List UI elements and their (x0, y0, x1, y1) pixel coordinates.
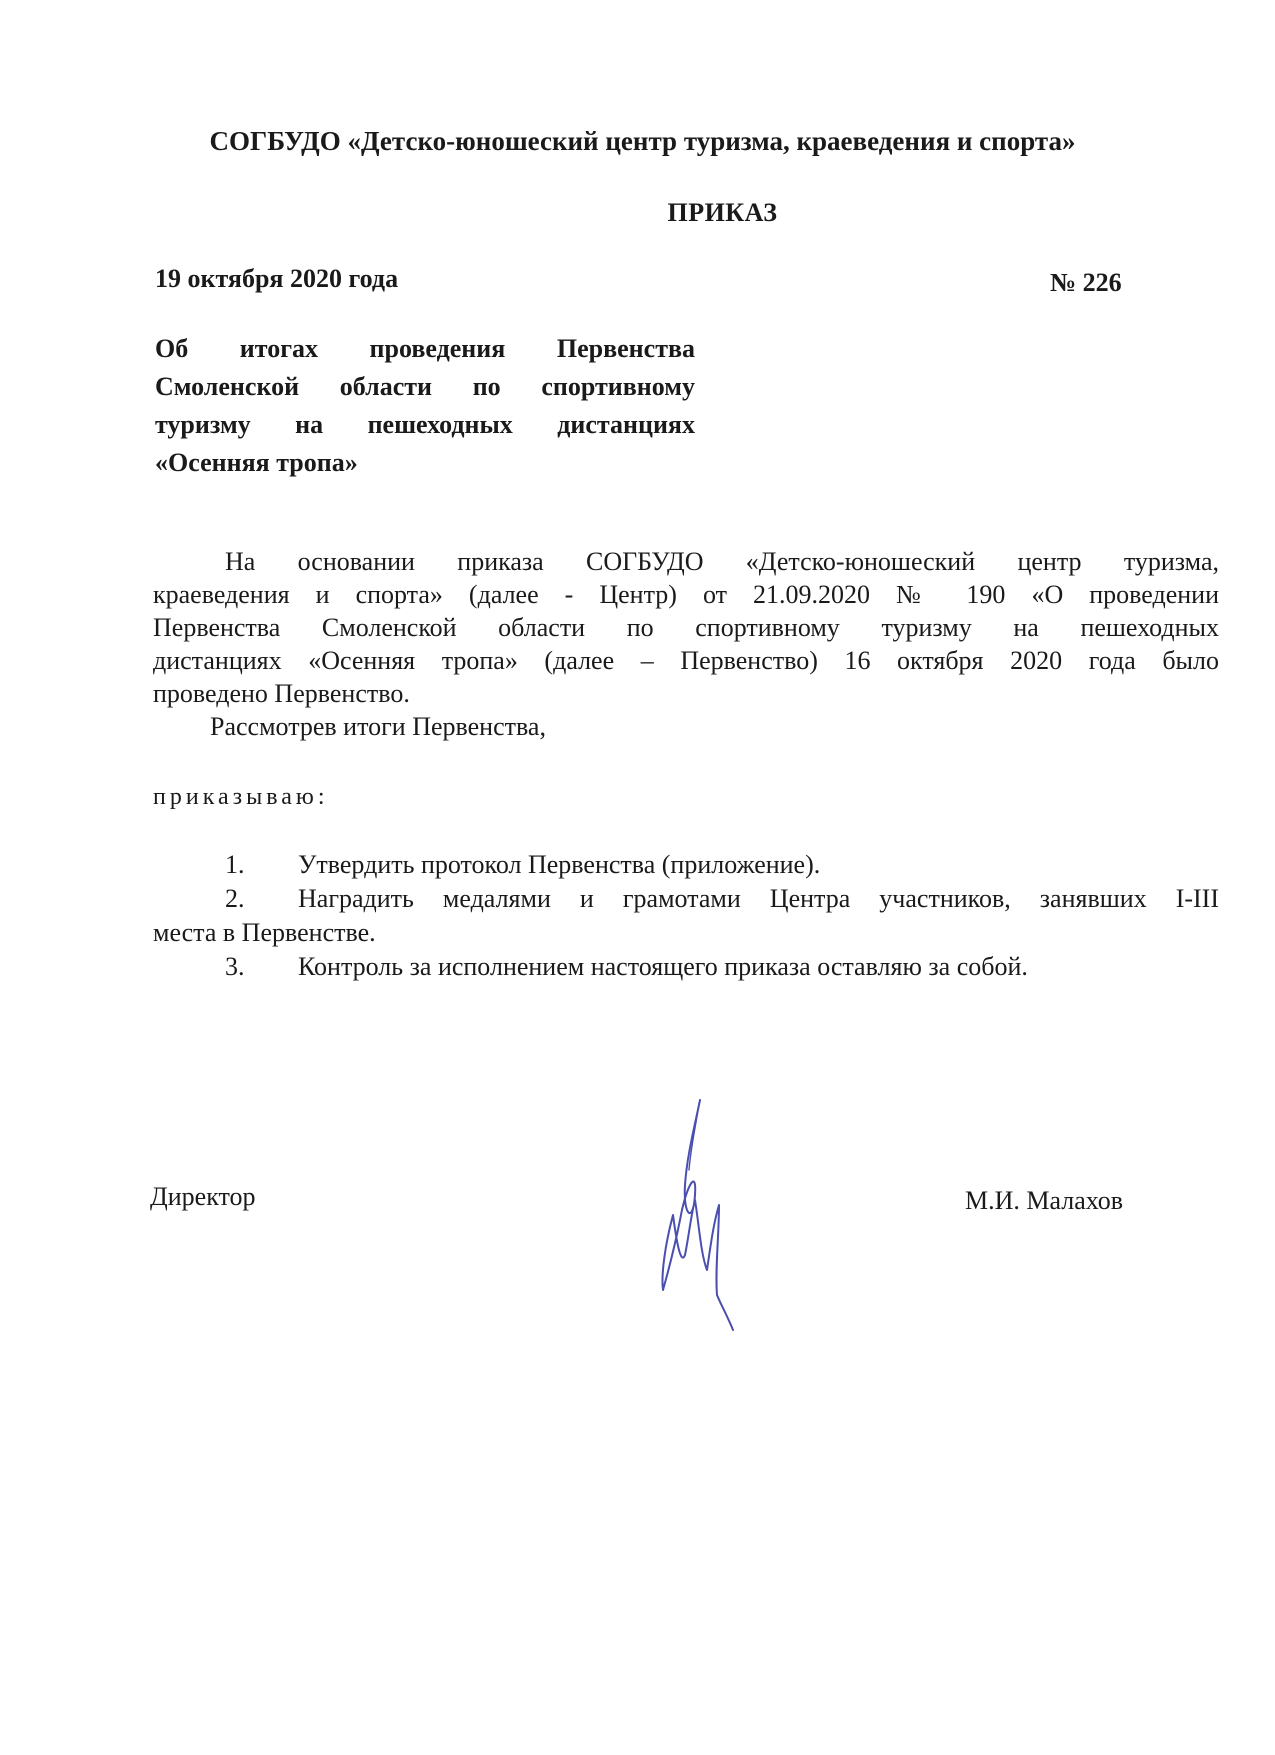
document-subject (155, 330, 695, 482)
organization-name: СОГБУДО «Детско-юношеский центр туризма, краеведения и спорта» (209, 126, 1076, 156)
signer-name: М.И. Малахов (965, 1186, 1124, 1215)
list-item (153, 882, 1219, 950)
list-item (153, 848, 1219, 882)
order-word: приказываю: (153, 784, 329, 810)
document-date: 19 октября 2020 года (155, 264, 399, 293)
item-text: Утвердить протокол Первенства (приложение). (298, 850, 821, 879)
document-number: № 226 (1050, 268, 1122, 297)
signer-position: Директор (150, 1182, 256, 1211)
item-number: 1. (225, 850, 245, 879)
item-text: Контроль за исполнением настоящего приказа оставляю за собой. (298, 952, 1028, 981)
subject-line: Об итогах проведения Первенства (155, 334, 695, 363)
body-line: краеведения и спорта» (далее - Центр) от 21.09.2020 № 190 «О проведении (153, 580, 1219, 609)
body-paragraph (153, 545, 1219, 710)
subject-line: Смоленской области по спортивному (155, 372, 695, 401)
body-line: дистанциях «Осенняя тропа» (далее – Первенство) 16 октября 2020 года было (153, 646, 1219, 675)
handwritten-signature (615, 1095, 755, 1335)
list-item (153, 950, 1219, 984)
item-number: 2. (225, 884, 245, 913)
item-number: 3. (225, 952, 245, 981)
body-line: На основании приказа СОГБУДО «Детско-юношеский центр туризма, (225, 547, 1219, 576)
item-text-continuation: места в Первенстве. (153, 918, 376, 947)
order-items-list (153, 848, 1219, 984)
body-line: проведено Первенство. (153, 679, 410, 708)
document-type: ПРИКАЗ (667, 198, 778, 227)
body-line: Первенства Смоленской области по спортивному туризму на пешеходных (153, 613, 1219, 642)
considering-text: Рассмотрев итоги Первенства, (210, 712, 546, 741)
subject-line: туризму на пешеходных дистанциях (155, 410, 695, 439)
subject-line: «Осенняя тропа» (155, 448, 358, 477)
item-text: Наградить медалями и грамотами Центра участников, занявших I-III (298, 884, 1219, 913)
